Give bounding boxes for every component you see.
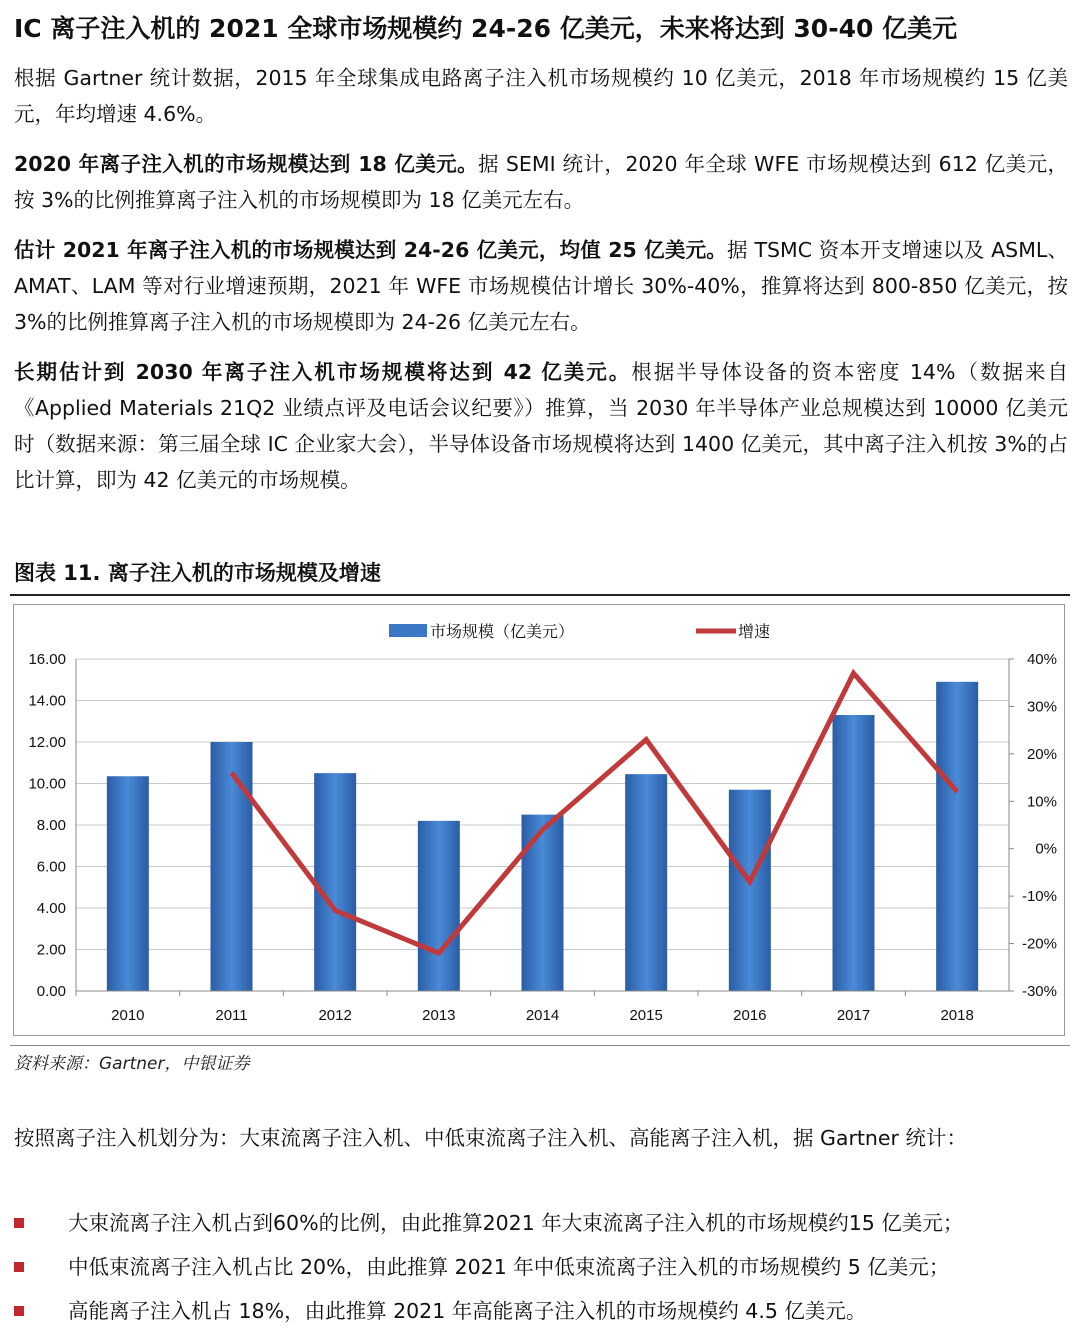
- paragraph-4-body: 根据半导体设备的资本密度 14%（数据来自《Applied Materials 21Q2 业绩点评及电话会议纪要》）推算，当 2030 年半导体产业总规模达到 10000 亿美元时（数据来源：第三届全球 IC 企业家大会），半导体设备市场规模将达到 1400 亿美元，其中离子注入机按 3%的占比计算，即为 42 亿美元的市场规模。: [14, 360, 1068, 492]
- square-bullet-icon: [14, 1262, 24, 1272]
- y-tick-label: 16.00: [28, 651, 66, 668]
- paragraph-1: [14, 60, 1068, 132]
- x-tick-label: 2015: [629, 1007, 663, 1024]
- y2-tick-label: 20%: [1026, 745, 1057, 763]
- legend-bar-label: 市场规模（亿美元）: [430, 622, 575, 641]
- bullet-text: 大束流离子注入机占到60%的比例，由此推算2021 年大束流离子注入机的市场规模约15 亿美元；: [68, 1211, 964, 1235]
- bullet-text: 高能离子注入机占 18%，由此推算 2021 年高能离子注入机的市场规模约 4.5 亿美元。: [68, 1299, 867, 1323]
- bullet-text: 中低束流离子注入机占比 20%，由此推算 2021 年中低束流离子注入机的市场规模约 5 亿美元；: [68, 1255, 950, 1279]
- legend-line-label: 增速: [738, 622, 771, 641]
- y2-tick-label: 0%: [1035, 840, 1057, 858]
- bar: [418, 821, 460, 991]
- bullet-list: [14, 1205, 1068, 1337]
- square-bullet-icon: [14, 1218, 24, 1228]
- x-tick-label: 2012: [318, 1007, 352, 1024]
- y2-tick-label: 30%: [1026, 698, 1057, 716]
- paragraph-3-body: 据 TSMC 资本开支增速以及 ASML、AMAT、LAM 等对行业增速预期，2021 年 WFE 市场规模估计增长 30%-40%，推算将达到 800-850 亿美元，按 3%的比例推算离子注入机的市场规模即为 24-26 亿美元左右。: [14, 238, 1069, 334]
- bullet-item: [14, 1249, 1068, 1293]
- y-tick-label: 10.00: [28, 775, 66, 793]
- figure-bottom-rule: [10, 1045, 1070, 1046]
- paragraph-3-lead: 估计 2021 年离子注入机的市场规模达到 24-26 亿美元，均值 25 亿美元。: [14, 238, 728, 262]
- bar: [625, 774, 667, 991]
- bullet-item: [14, 1205, 1068, 1249]
- paragraph-2-lead: 2020 年离子注入机的市场规模达到 18 亿美元。: [14, 152, 479, 176]
- paragraph-2-body: 据 SEMI 统计，2020 年全球 WFE 市场规模达到 612 亿美元，按 3%的比例推算离子注入机的市场规模即为 18 亿美元左右。: [14, 152, 1069, 212]
- y2-tick-label: 10%: [1026, 793, 1057, 811]
- chart-frame: [13, 604, 1065, 1036]
- x-tick-label: 2013: [422, 1007, 456, 1024]
- y-tick-label: 12.00: [28, 734, 66, 751]
- x-tick-label: 2010: [111, 1007, 145, 1024]
- x-tick-label: 2011: [215, 1007, 248, 1024]
- y-tick-label: 6.00: [36, 858, 66, 876]
- figure-top-rule: [10, 594, 1070, 596]
- legend-bar-swatch: [389, 624, 427, 637]
- figure-title: 图表 11. 离子注入机的市场规模及增速: [14, 561, 381, 585]
- bar: [833, 715, 875, 991]
- y2-tick-label: -10%: [1021, 888, 1057, 906]
- paragraph-4: [14, 354, 1068, 498]
- x-tick-label: 2017: [836, 1007, 871, 1024]
- section-heading: IC 离子注入机的 2021 全球市场规模约 24-26 亿美元，未来将达到 30-40 亿美元: [14, 14, 958, 43]
- bar: [314, 773, 356, 991]
- x-tick-label: 2014: [525, 1007, 560, 1024]
- bar: [107, 776, 149, 991]
- y-tick-label: 2.00: [36, 941, 66, 959]
- bullet-item: [14, 1293, 1068, 1337]
- paragraph-1-body: 根据 Gartner 统计数据，2015 年全球集成电路离子注入机市场规模约 10 亿美元，2018 年市场规模约 15 亿美元，年均增速 4.6%。: [14, 66, 1068, 126]
- x-tick-label: 2018: [940, 1007, 974, 1024]
- figure-source: 资料来源：Gartner，中银证券: [14, 1054, 250, 1074]
- y-tick-label: 4.00: [36, 900, 66, 917]
- y2-tick-label: -20%: [1021, 935, 1057, 953]
- intro-paragraph: 按照离子注入机划分为：大束流离子注入机、中低束流离子注入机、高能离子注入机，据 Gartner 统计：: [14, 1126, 967, 1150]
- market-size-chart: [14, 605, 1064, 1035]
- bar: [936, 682, 978, 991]
- y-tick-label: 8.00: [36, 817, 66, 834]
- y-tick-label: 0.00: [36, 983, 66, 1000]
- paragraph-2: [14, 146, 1068, 218]
- y2-tick-label: 40%: [1026, 651, 1057, 668]
- paragraph-4-lead: 长期估计到 2030 年离子注入机市场规模将达到 42 亿美元。: [14, 360, 632, 384]
- bar: [522, 815, 564, 991]
- y-tick-label: 14.00: [28, 692, 66, 710]
- paragraph-3: [14, 232, 1068, 340]
- x-tick-label: 2016: [733, 1007, 767, 1024]
- bar: [729, 790, 771, 991]
- y2-tick-label: -30%: [1021, 983, 1057, 1000]
- square-bullet-icon: [14, 1306, 24, 1316]
- bar: [211, 742, 253, 991]
